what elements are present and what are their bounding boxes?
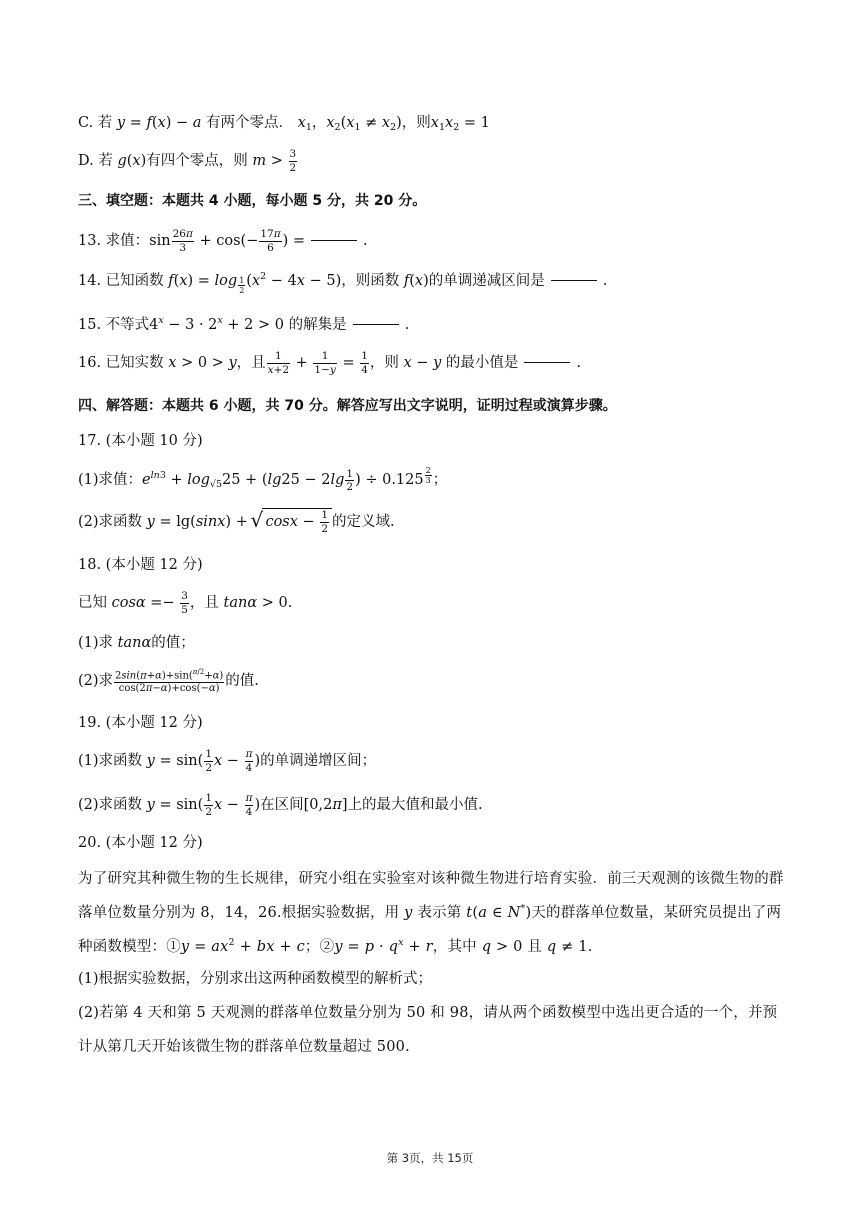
q18-part2-end: 的值.: [225, 673, 259, 690]
q20-heading: 20. (本小题 12 分): [78, 835, 203, 851]
fraction: 1 2: [239, 275, 245, 295]
fraction: $\frac{\pi}{4}$: [245, 748, 253, 774]
answer-blank[interactable]: [524, 362, 570, 363]
q20-part1: (1)根据实验数据，分别求出这两种函数模型的解析式；: [78, 971, 433, 987]
q14-mid: ，则函数: [341, 273, 400, 289]
fraction: $\frac{3}{5}$: [181, 590, 188, 616]
q19-part1-end: 的单调递增区间；: [260, 753, 377, 769]
question-13: 13. 求值：sin $\frac{26\pi}{3}$ + cos(− $\frac{17\pi}{6}$ ) = .: [78, 228, 368, 254]
q20-text-1: 为了研究其种微生物的生长规律，研究小组在实验室对该种微生物进行培育实验．前三天观测的该微生物的群落单位数量分别为 8，14，26.根据实验数据，用: [78, 871, 784, 922]
q13-label: 13. 求值：: [78, 233, 150, 249]
question-15: 15. 不等式$4^x - 3 \cdot 2^x + 2 > 0$ 的解集是 .: [78, 315, 410, 333]
option-c-label: C. 若: [78, 115, 113, 131]
q16-mid2: ，则: [369, 355, 399, 371]
q17-part2-end: 的定义域.: [332, 514, 395, 530]
fraction: $\frac{1}{x+2}$: [267, 350, 290, 376]
q18-and: ，且: [189, 595, 219, 611]
q20-text-4: ，其中: [432, 939, 477, 956]
q16-label: 16. 已知实数: [78, 355, 164, 371]
q19-part1: (1)求函数 y = sin( $\frac{1}{2}$ x − $\frac{\pi}{4}$ )的单调递增区间；: [78, 748, 377, 774]
q17-part2-label: (2)求函数: [78, 514, 143, 530]
q18-given: 已知 cosα =− $\frac{3}{5}$ ，且 tanα > 0.: [78, 590, 293, 616]
q14-label: 14. 已知函数: [78, 273, 164, 289]
q20-text-2: 表示第: [417, 905, 462, 922]
q17-part1: (1)求值：$e^{ln3} + \log_{√5}25 + (\lg 25 - 2\lg$ $\frac{1}{2}$ ) ÷ 0.125 $^{\frac{2}{3}}$ ；: [78, 466, 448, 493]
section-3-heading: 三、填空题：本题共 4 小题，每小题 5 分，共 20 分。: [78, 193, 427, 209]
q18-part1-end: 的值；: [151, 635, 195, 651]
q19-part2-label: (2)求函数: [78, 797, 143, 813]
sqrt-symbol: √ cosx − $\frac{1}{2}$: [262, 508, 332, 537]
q14-end: 的单调递减区间是: [428, 273, 545, 289]
question-14: 14. 已知函数 f(x) = log $_{\frac{1}{2}}$ $(x^2 - 4x - 5)$，则函数 f(x)的单调递减区间是 .: [78, 271, 608, 295]
fraction: $\frac{1}{1-y}$: [314, 350, 336, 376]
fraction: $\frac{1}{4}$: [361, 350, 368, 376]
q15-end: 的解集是: [288, 317, 347, 333]
q16-end: 的最小值是: [445, 355, 519, 371]
section-4-heading: 四、解答题：本题共 6 小题，共 70 分。解答应写出文字说明，证明过程或演算步骤。: [78, 398, 617, 414]
option-d-label: D. 若: [78, 153, 113, 169]
q18-given-label: 已知: [78, 595, 107, 611]
option-c-then: ，则: [401, 115, 431, 131]
q19-part1-label: (1)求函数: [78, 753, 143, 769]
q18-part1-label: (1)求: [78, 635, 114, 651]
q20-text-3: 天的群落单位数量，某研究员提出了两种函数模型：: [78, 905, 782, 956]
q18-heading: 18. (本小题 12 分): [78, 557, 203, 573]
question-16: 16. 已知实数 x > 0 > y，且 $\frac{1}{x+2}$ + $\frac{1}{1-y}$ = $\frac{1}{4}$ ，则 x − y 的最小值是 .: [78, 350, 581, 376]
q18-part2-label: (2)求: [78, 673, 114, 690]
answer-blank[interactable]: [311, 240, 357, 241]
fraction: $\frac{\pi}{4}$: [245, 792, 253, 818]
option-d-text: 有四个零点，则: [146, 153, 248, 169]
q16-mid: ，且: [236, 355, 266, 371]
fraction: 2 3: [425, 466, 431, 486]
fraction: $\frac{1}{2}$: [346, 467, 354, 493]
q19-part2-end: 上的最大值和最小值.: [347, 797, 483, 813]
fraction: $\frac{26\pi}{3}$: [172, 228, 193, 254]
q19-heading: 19. (本小题 12 分): [78, 715, 203, 731]
page-footer: 第 3页，共 15页: [386, 1151, 474, 1165]
option-c-text: 有两个零点．: [206, 115, 294, 131]
q19-part2-mid: 在区间: [260, 797, 304, 813]
answer-blank[interactable]: [551, 280, 597, 281]
fraction: $\frac{2\sin(\pi+\alpha)+\sin(^{\pi/2}+\alpha)}{\cos(2\pi-\alpha)+\cos(-\alpha)}$: [115, 668, 224, 694]
q17-part2: (2)求函数 y = lg(sinx) + √ cosx − $\frac{1}{2}$ 的定义域.: [78, 508, 790, 537]
fraction: $\frac{1}{2}$: [205, 748, 212, 774]
fraction: $\frac{3}{2}$: [289, 148, 297, 174]
q20-part2: (2)若第 4 天和第 5 天观测的群落单位数量分别为 50 和 98，请从两个函数模型中选出更合适的一个，并预计从第几天开始该微生物的群落单位数量超过 500.: [78, 1005, 778, 1056]
fraction: $\frac{1}{2}$: [321, 509, 328, 535]
q18-part1: (1)求 tanα的值；: [78, 635, 195, 651]
option-c: C. 若 y = f(x) − a 有两个零点． $x_1$，$x_2(x_1 \ne x_2)$，则$x_1x_2 = 1$: [78, 115, 490, 133]
q19-part2: (2)求函数 y = sin( $\frac{1}{2}$ x − $\frac{\pi}{4}$ )在区间[0,2π]上的最大值和最小值.: [78, 792, 483, 818]
q20-text-5: 且: [527, 939, 543, 956]
q18-part2: [78, 668, 790, 696]
q17-heading: 17. (本小题 10 分): [78, 433, 203, 449]
answer-blank[interactable]: [353, 324, 399, 325]
fraction: $\frac{1}{2}$: [205, 792, 212, 818]
option-d: D. 若 g(x)有四个零点，则 m > $\frac{3}{2}$: [78, 148, 297, 174]
q15-label: 15. 不等式: [78, 317, 150, 333]
fraction: $\frac{17\pi}{6}$: [260, 228, 281, 254]
q20-paragraph: 为了研究其种微生物的生长规律，研究小组在实验室对该种微生物进行培育实验．前三天观测的该微生物的群落单位数量分别为 8，14，26.根据实验数据，用 y 表示第 t(a ∈ N*)天的群落单位数量，某研究员提出了两种函数模型：①y = $ax^2$ + bx + c；②y = $p \cdot q^x + r$，其中 q > 0 且 q ≠ 1.: [78, 871, 784, 956]
q17-part1-label: (1)求值：: [78, 472, 143, 489]
